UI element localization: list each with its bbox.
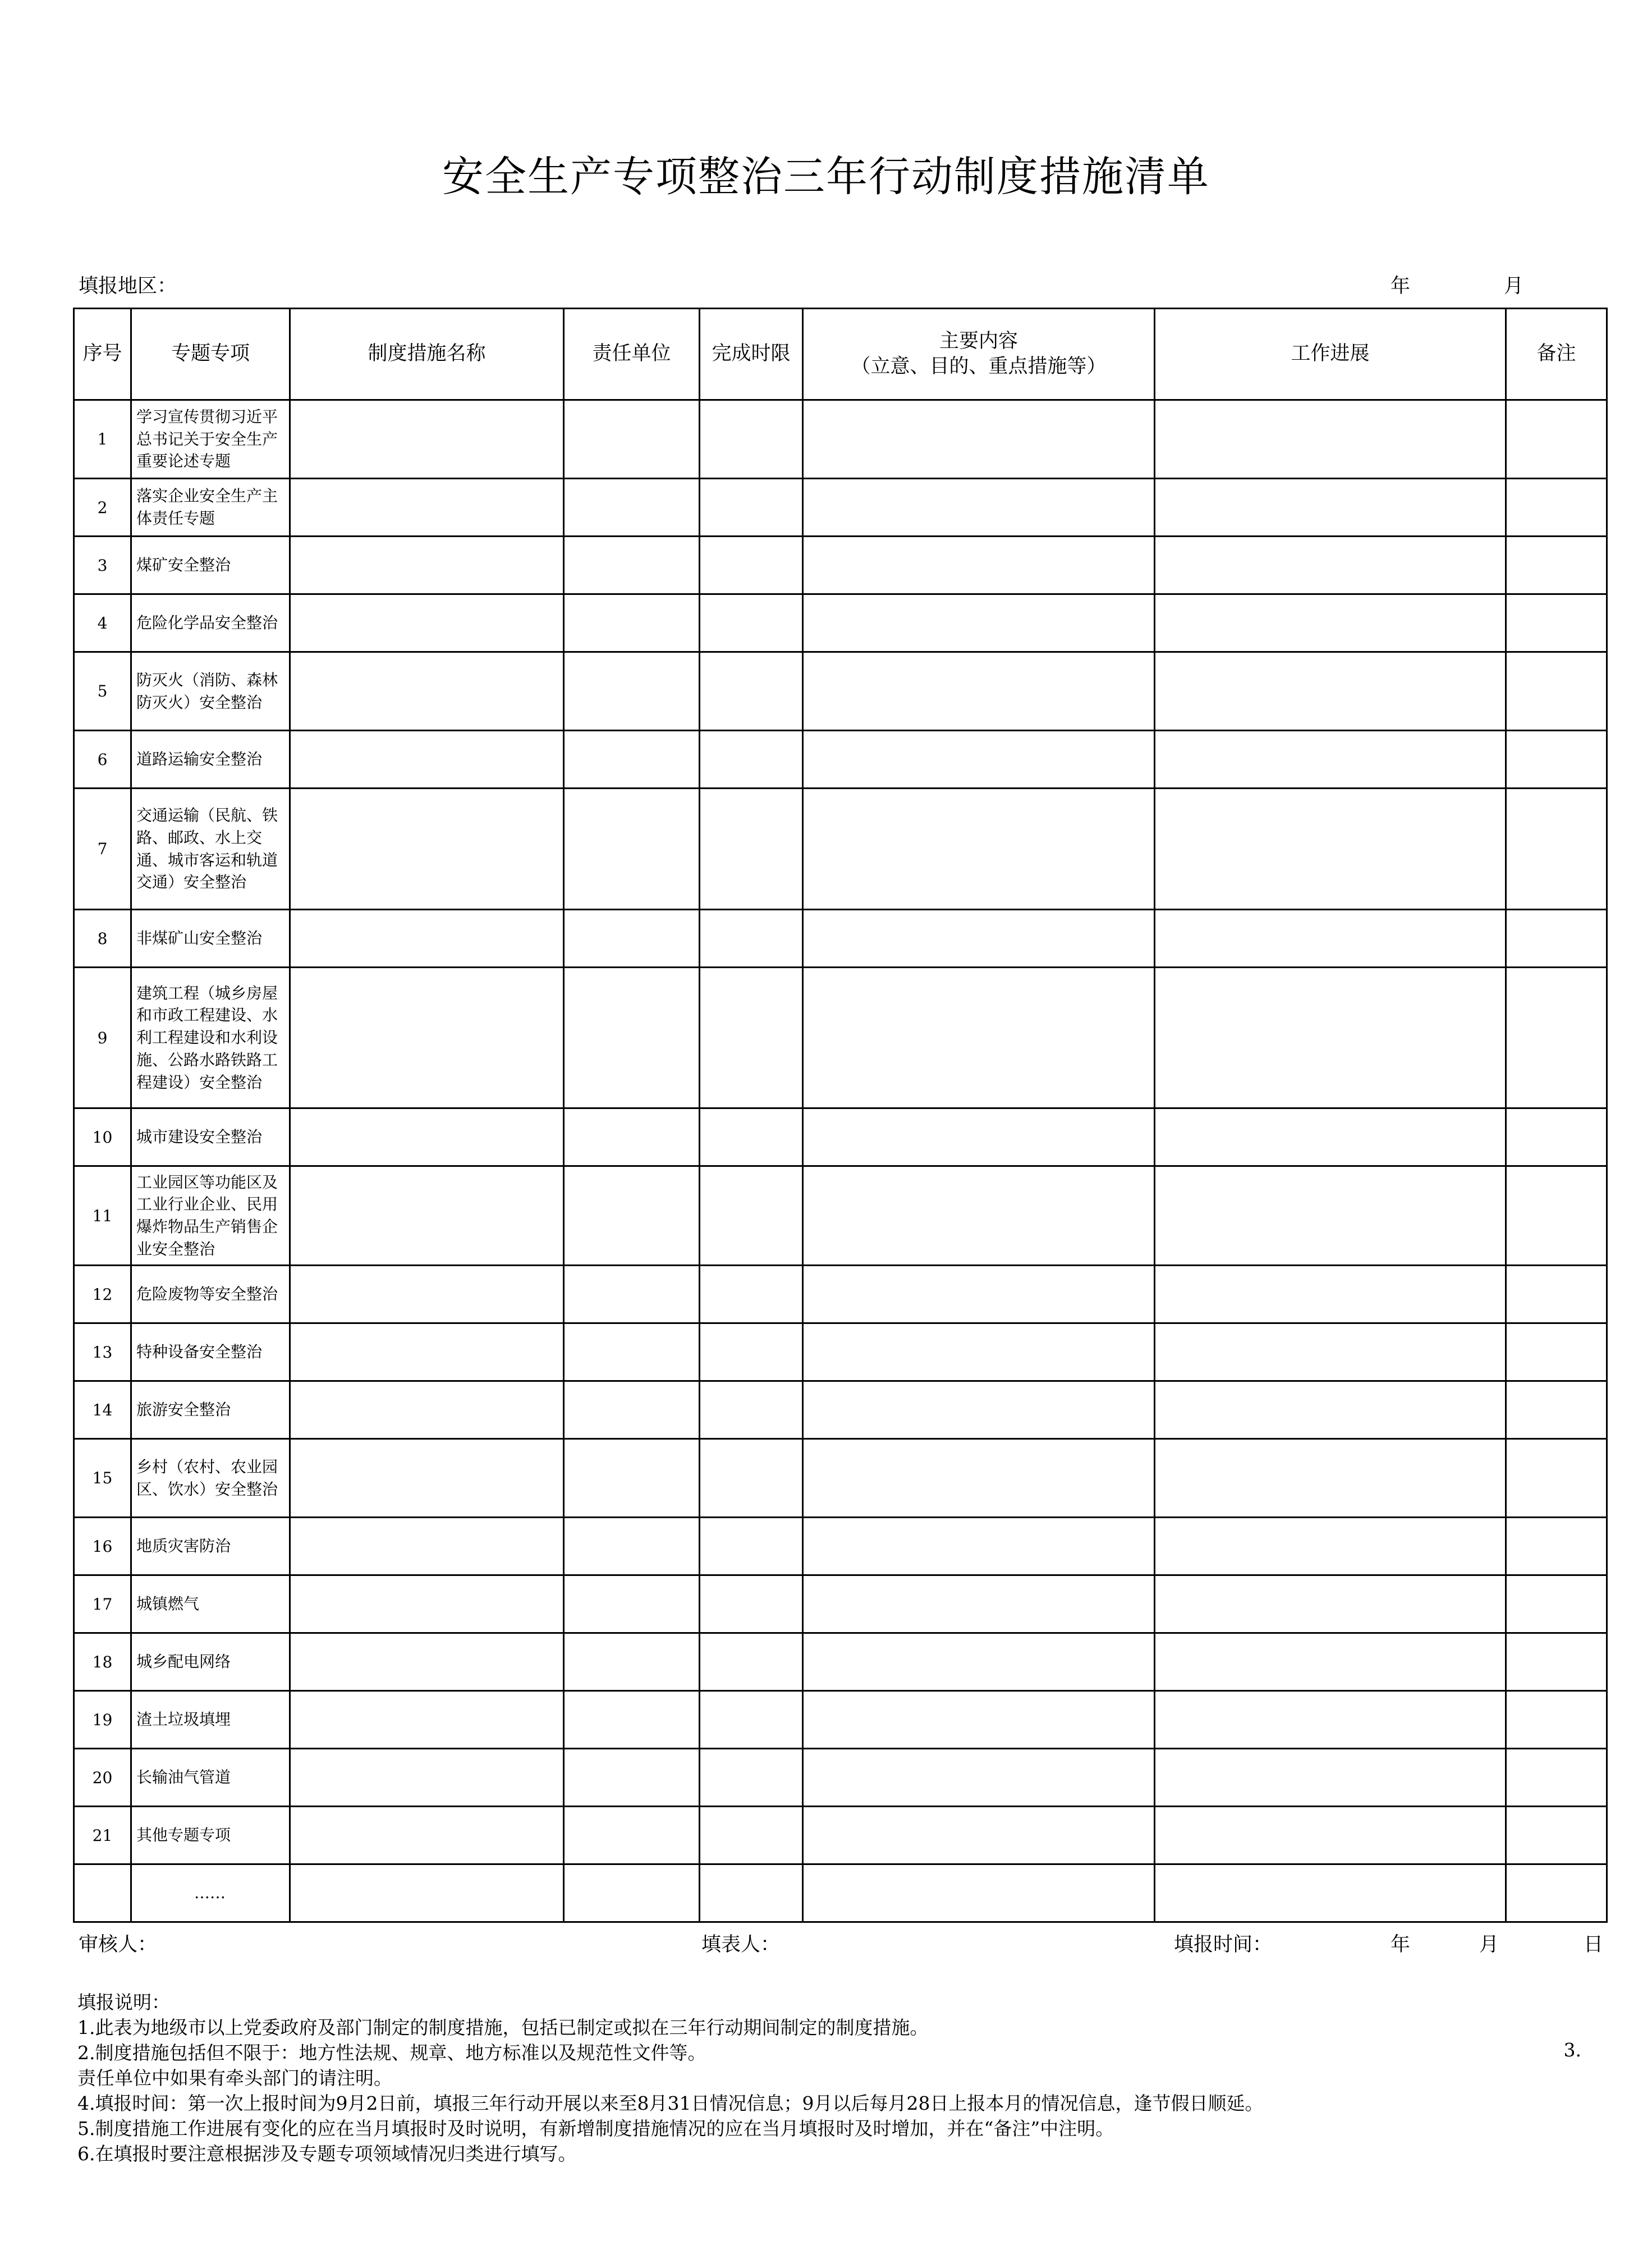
cell-main-content[interactable] bbox=[803, 1691, 1155, 1749]
cell-remarks[interactable] bbox=[1506, 1166, 1607, 1266]
table-row bbox=[74, 1439, 1607, 1518]
cell-deadline[interactable] bbox=[700, 1518, 803, 1575]
table-row bbox=[74, 1518, 1607, 1575]
header-year-label: 年 bbox=[1391, 275, 1411, 297]
table-row bbox=[74, 537, 1607, 594]
cell-main-content[interactable] bbox=[803, 1439, 1155, 1518]
row-seq: 4 bbox=[74, 594, 131, 652]
table-row bbox=[74, 1749, 1607, 1807]
row-seq: 19 bbox=[74, 1691, 131, 1749]
col-header-main-content-sub: （立意、目的、重点措施等） bbox=[851, 355, 1107, 378]
cell-measure-name[interactable] bbox=[290, 1691, 564, 1749]
row-seq: 13 bbox=[74, 1323, 131, 1381]
note-3-number: 3. bbox=[1563, 2039, 1581, 2061]
row-topic: 非煤矿山安全整治 bbox=[131, 910, 290, 968]
row-seq: 15 bbox=[74, 1439, 131, 1518]
cell-measure-name[interactable] bbox=[290, 400, 564, 479]
cell-remarks[interactable] bbox=[1506, 1108, 1607, 1166]
row-seq: 11 bbox=[74, 1166, 131, 1266]
cell-progress[interactable] bbox=[1155, 1166, 1506, 1266]
region-label: 填报地区： bbox=[79, 275, 177, 297]
note-line-4: 4.填报时间：第一次上报时间为9月2日前，填报三年行动开展以来至8月31日情况信息；9月以后每月28日上报本月的情况信息，逢节假日顺延。 bbox=[77, 2092, 1264, 2114]
cell-remarks[interactable] bbox=[1506, 731, 1607, 789]
table-row bbox=[74, 789, 1607, 910]
note-line-2: 2.制度措施包括但不限于：地方性法规、规章、地方标准以及规范性文件等。 bbox=[77, 2042, 706, 2064]
cell-responsible-unit[interactable] bbox=[564, 968, 700, 1108]
table-row bbox=[74, 1381, 1607, 1439]
cell-responsible-unit[interactable] bbox=[564, 1864, 700, 1922]
col-header-progress: 工作进展 bbox=[1155, 309, 1506, 400]
row-topic: 城乡配电网络 bbox=[131, 1633, 290, 1691]
cell-remarks[interactable] bbox=[1506, 1749, 1607, 1807]
row-topic: …… bbox=[131, 1864, 290, 1922]
row-seq: 3 bbox=[74, 537, 131, 594]
row-seq: 17 bbox=[74, 1575, 131, 1633]
cell-measure-name[interactable] bbox=[290, 1575, 564, 1633]
filler-label: 填表人： bbox=[701, 1933, 781, 1956]
cell-remarks[interactable] bbox=[1506, 1518, 1607, 1575]
row-topic: 道路运输安全整治 bbox=[131, 731, 290, 789]
col-header-responsible-unit: 责任单位 bbox=[564, 309, 700, 400]
cell-responsible-unit[interactable] bbox=[564, 1518, 700, 1575]
cell-remarks[interactable] bbox=[1506, 1575, 1607, 1633]
table-row bbox=[74, 479, 1607, 537]
cell-responsible-unit[interactable] bbox=[564, 594, 700, 652]
cell-progress[interactable] bbox=[1155, 1864, 1506, 1922]
row-topic: 工业园区等功能区及工业行业企业、民用爆炸物品生产销售企业安全整治 bbox=[131, 1166, 290, 1266]
cell-remarks[interactable] bbox=[1506, 1807, 1607, 1864]
row-topic: 建筑工程（城乡房屋和市政工程建设、水利工程建设和水利设施、公路水路铁路工程建设）安全整治 bbox=[131, 968, 290, 1108]
row-seq: 18 bbox=[74, 1633, 131, 1691]
row-topic: 其他专题专项 bbox=[131, 1807, 290, 1864]
cell-progress[interactable] bbox=[1155, 1749, 1506, 1807]
notes-heading: 填报说明： bbox=[77, 1991, 170, 2013]
note-line-3: 责任单位中如果有牵头部门的请注明。 bbox=[77, 2067, 392, 2089]
row-seq: 7 bbox=[74, 789, 131, 910]
cell-deadline[interactable] bbox=[700, 1749, 803, 1807]
cell-progress[interactable] bbox=[1155, 1575, 1506, 1633]
cell-progress[interactable] bbox=[1155, 910, 1506, 968]
cell-main-content[interactable] bbox=[803, 1166, 1155, 1266]
col-header-measure-name: 制度措施名称 bbox=[290, 309, 564, 400]
cell-remarks[interactable] bbox=[1506, 400, 1607, 479]
row-topic: 特种设备安全整治 bbox=[131, 1323, 290, 1381]
cell-measure-name[interactable] bbox=[290, 594, 564, 652]
cell-progress[interactable] bbox=[1155, 594, 1506, 652]
cell-progress[interactable] bbox=[1155, 1439, 1506, 1518]
cell-main-content[interactable] bbox=[803, 652, 1155, 731]
cell-responsible-unit[interactable] bbox=[564, 1807, 700, 1864]
cell-progress[interactable] bbox=[1155, 400, 1506, 479]
cell-measure-name[interactable] bbox=[290, 1864, 564, 1922]
cell-remarks[interactable] bbox=[1506, 652, 1607, 731]
filling-notes bbox=[77, 1990, 1581, 2166]
table-row bbox=[74, 731, 1607, 789]
cell-responsible-unit[interactable] bbox=[564, 731, 700, 789]
cell-responsible-unit[interactable] bbox=[564, 1439, 700, 1518]
table-row bbox=[74, 1166, 1607, 1266]
cell-main-content[interactable] bbox=[803, 731, 1155, 789]
note-line-1: 1.此表为地级市以上党委政府及部门制定的制度措施，包括已制定或拟在三年行动期间制定的制度措施。 bbox=[77, 2017, 929, 2038]
col-header-topic: 专题专项 bbox=[131, 309, 290, 400]
cell-deadline[interactable] bbox=[700, 400, 803, 479]
cell-deadline[interactable] bbox=[700, 594, 803, 652]
cell-progress[interactable] bbox=[1155, 1381, 1506, 1439]
page-title: 安全生产专项整治三年行动制度措施清单 bbox=[442, 153, 1210, 201]
table-row bbox=[74, 1633, 1607, 1691]
table-row bbox=[74, 1575, 1607, 1633]
cell-deadline[interactable] bbox=[700, 537, 803, 594]
cell-deadline[interactable] bbox=[700, 1108, 803, 1166]
note-line-6: 6.在填报时要注意根据涉及专题专项领域情况归类进行填写。 bbox=[77, 2143, 577, 2165]
cell-responsible-unit[interactable] bbox=[564, 1323, 700, 1381]
cell-deadline[interactable] bbox=[700, 1575, 803, 1633]
row-seq: 1 bbox=[74, 400, 131, 479]
cell-progress[interactable] bbox=[1155, 652, 1506, 731]
row-seq: 5 bbox=[74, 652, 131, 731]
cell-main-content[interactable] bbox=[803, 1575, 1155, 1633]
row-topic: 交通运输（民航、铁路、邮政、水上交通、城市客运和轨道交通）安全整治 bbox=[131, 789, 290, 910]
cell-deadline[interactable] bbox=[700, 1864, 803, 1922]
cell-remarks[interactable] bbox=[1506, 1864, 1607, 1922]
cell-progress[interactable] bbox=[1155, 537, 1506, 594]
report-date-label: 填报时间： bbox=[1174, 1933, 1273, 1956]
cell-measure-name[interactable] bbox=[290, 537, 564, 594]
cell-responsible-unit[interactable] bbox=[564, 1575, 700, 1633]
row-seq: 14 bbox=[74, 1381, 131, 1439]
cell-progress[interactable] bbox=[1155, 1108, 1506, 1166]
cell-progress[interactable] bbox=[1155, 968, 1506, 1108]
reviewer-label: 审核人： bbox=[79, 1933, 158, 1956]
row-topic: 旅游安全整治 bbox=[131, 1381, 290, 1439]
cell-progress[interactable] bbox=[1155, 789, 1506, 910]
cell-deadline[interactable] bbox=[700, 1633, 803, 1691]
row-seq: 21 bbox=[74, 1807, 131, 1864]
cell-deadline[interactable] bbox=[700, 731, 803, 789]
col-header-main-content-title: 主要内容 bbox=[939, 329, 1018, 352]
cell-measure-name[interactable] bbox=[290, 789, 564, 910]
row-topic: 城市建设安全整治 bbox=[131, 1108, 290, 1166]
cell-progress[interactable] bbox=[1155, 731, 1506, 789]
cell-responsible-unit[interactable] bbox=[564, 1749, 700, 1807]
cell-progress[interactable] bbox=[1155, 1323, 1506, 1381]
cell-responsible-unit[interactable] bbox=[564, 1266, 700, 1323]
cell-deadline[interactable] bbox=[700, 1807, 803, 1864]
cell-remarks[interactable] bbox=[1506, 1381, 1607, 1439]
cell-deadline[interactable] bbox=[700, 1439, 803, 1518]
cell-main-content[interactable] bbox=[803, 537, 1155, 594]
cell-main-content[interactable] bbox=[803, 400, 1155, 479]
cell-remarks[interactable] bbox=[1506, 1439, 1607, 1518]
footer-year-label: 年 bbox=[1391, 1933, 1411, 1956]
cell-deadline[interactable] bbox=[700, 1381, 803, 1439]
cell-measure-name[interactable] bbox=[290, 1166, 564, 1266]
cell-measure-name[interactable] bbox=[290, 1807, 564, 1864]
row-topic: 乡村（农村、农业园区、饮水）安全整治 bbox=[131, 1439, 290, 1518]
cell-deadline[interactable] bbox=[700, 789, 803, 910]
measures-table bbox=[73, 308, 1608, 1923]
cell-deadline[interactable] bbox=[700, 1691, 803, 1749]
row-seq: 20 bbox=[74, 1749, 131, 1807]
row-seq: 12 bbox=[74, 1266, 131, 1323]
table-row bbox=[74, 594, 1607, 652]
table-header-row bbox=[74, 309, 1607, 400]
cell-main-content[interactable] bbox=[803, 968, 1155, 1108]
header-month-label: 月 bbox=[1504, 275, 1524, 297]
cell-remarks[interactable] bbox=[1506, 1691, 1607, 1749]
row-seq: 2 bbox=[74, 479, 131, 537]
cell-measure-name[interactable] bbox=[290, 1633, 564, 1691]
row-seq bbox=[74, 1864, 131, 1922]
cell-progress[interactable] bbox=[1155, 1691, 1506, 1749]
cell-measure-name[interactable] bbox=[290, 1323, 564, 1381]
col-header-deadline: 完成时限 bbox=[700, 309, 803, 400]
cell-remarks[interactable] bbox=[1506, 1633, 1607, 1691]
cell-remarks[interactable] bbox=[1506, 910, 1607, 968]
row-topic: 长输油气管道 bbox=[131, 1749, 290, 1807]
cell-measure-name[interactable] bbox=[290, 479, 564, 537]
table-row bbox=[74, 1864, 1607, 1922]
row-topic: 学习宣传贯彻习近平总书记关于安全生产重要论述专题 bbox=[131, 400, 290, 479]
cell-deadline[interactable] bbox=[700, 479, 803, 537]
cell-progress[interactable] bbox=[1155, 479, 1506, 537]
cell-measure-name[interactable] bbox=[290, 1108, 564, 1166]
cell-remarks[interactable] bbox=[1506, 1266, 1607, 1323]
cell-measure-name[interactable] bbox=[290, 1518, 564, 1575]
col-header-main-content bbox=[803, 309, 1155, 400]
cell-deadline[interactable] bbox=[700, 652, 803, 731]
cell-remarks[interactable] bbox=[1506, 968, 1607, 1108]
cell-remarks[interactable] bbox=[1506, 594, 1607, 652]
row-seq: 16 bbox=[74, 1518, 131, 1575]
col-header-remarks: 备注 bbox=[1506, 309, 1607, 400]
cell-responsible-unit[interactable] bbox=[564, 1691, 700, 1749]
cell-deadline[interactable] bbox=[700, 910, 803, 968]
cell-progress[interactable] bbox=[1155, 1633, 1506, 1691]
table-row bbox=[74, 1266, 1607, 1323]
cell-progress[interactable] bbox=[1155, 1807, 1506, 1864]
row-topic: 渣土垃圾填埋 bbox=[131, 1691, 290, 1749]
table-row bbox=[74, 968, 1607, 1108]
row-seq: 6 bbox=[74, 731, 131, 789]
cell-deadline[interactable] bbox=[700, 1266, 803, 1323]
row-topic: 落实企业安全生产主体责任专题 bbox=[131, 479, 290, 537]
cell-main-content[interactable] bbox=[803, 1323, 1155, 1381]
cell-measure-name[interactable] bbox=[290, 910, 564, 968]
cell-main-content[interactable] bbox=[803, 1633, 1155, 1691]
cell-main-content[interactable] bbox=[803, 594, 1155, 652]
cell-measure-name[interactable] bbox=[290, 968, 564, 1108]
table-row bbox=[74, 1323, 1607, 1381]
table-row bbox=[74, 910, 1607, 968]
row-topic: 城镇燃气 bbox=[131, 1575, 290, 1633]
cell-main-content[interactable] bbox=[803, 1749, 1155, 1807]
cell-responsible-unit[interactable] bbox=[564, 537, 700, 594]
row-topic: 危险化学品安全整治 bbox=[131, 594, 290, 652]
cell-deadline[interactable] bbox=[700, 968, 803, 1108]
cell-responsible-unit[interactable] bbox=[564, 400, 700, 479]
table-row bbox=[74, 652, 1607, 731]
cell-measure-name[interactable] bbox=[290, 1381, 564, 1439]
table-row bbox=[74, 1108, 1607, 1166]
cell-responsible-unit[interactable] bbox=[564, 1381, 700, 1439]
cell-main-content[interactable] bbox=[803, 789, 1155, 910]
cell-main-content[interactable] bbox=[803, 1807, 1155, 1864]
cell-deadline[interactable] bbox=[700, 1166, 803, 1266]
row-topic: 煤矿安全整治 bbox=[131, 537, 290, 594]
row-seq: 8 bbox=[74, 910, 131, 968]
cell-measure-name[interactable] bbox=[290, 1439, 564, 1518]
cell-remarks[interactable] bbox=[1506, 537, 1607, 594]
row-seq: 10 bbox=[74, 1108, 131, 1166]
cell-measure-name[interactable] bbox=[290, 731, 564, 789]
cell-measure-name[interactable] bbox=[290, 652, 564, 731]
cell-main-content[interactable] bbox=[803, 479, 1155, 537]
row-topic: 地质灾害防治 bbox=[131, 1518, 290, 1575]
cell-remarks[interactable] bbox=[1506, 479, 1607, 537]
cell-responsible-unit[interactable] bbox=[564, 1633, 700, 1691]
footer-month-label: 月 bbox=[1479, 1933, 1499, 1956]
note-line-5: 5.制度措施工作进展有变化的应在当月填报时及时说明，有新增制度措施情况的应在当月填报时及时增加，并在“备注”中注明。 bbox=[77, 2118, 1114, 2139]
cell-deadline[interactable] bbox=[700, 1323, 803, 1381]
cell-main-content[interactable] bbox=[803, 1381, 1155, 1439]
table-row bbox=[74, 1807, 1607, 1864]
cell-responsible-unit[interactable] bbox=[564, 652, 700, 731]
cell-main-content[interactable] bbox=[803, 910, 1155, 968]
row-topic: 危险废物等安全整治 bbox=[131, 1266, 290, 1323]
col-header-seq: 序号 bbox=[74, 309, 131, 400]
cell-main-content[interactable] bbox=[803, 1518, 1155, 1575]
footer-day-label: 日 bbox=[1584, 1933, 1604, 1956]
cell-responsible-unit[interactable] bbox=[564, 1108, 700, 1166]
row-topic: 防灭火（消防、森林防灭火）安全整治 bbox=[131, 652, 290, 731]
cell-responsible-unit[interactable] bbox=[564, 479, 700, 537]
table-row bbox=[74, 1691, 1607, 1749]
cell-progress[interactable] bbox=[1155, 1266, 1506, 1323]
cell-main-content[interactable] bbox=[803, 1108, 1155, 1166]
row-seq: 9 bbox=[74, 968, 131, 1108]
cell-measure-name[interactable] bbox=[290, 1266, 564, 1323]
cell-remarks[interactable] bbox=[1506, 789, 1607, 910]
cell-main-content[interactable] bbox=[803, 1266, 1155, 1323]
cell-responsible-unit[interactable] bbox=[564, 910, 700, 968]
cell-responsible-unit[interactable] bbox=[564, 789, 700, 910]
cell-responsible-unit[interactable] bbox=[564, 1166, 700, 1266]
cell-remarks[interactable] bbox=[1506, 1323, 1607, 1381]
table-row bbox=[74, 400, 1607, 479]
cell-measure-name[interactable] bbox=[290, 1749, 564, 1807]
cell-progress[interactable] bbox=[1155, 1518, 1506, 1575]
cell-main-content[interactable] bbox=[803, 1864, 1155, 1922]
